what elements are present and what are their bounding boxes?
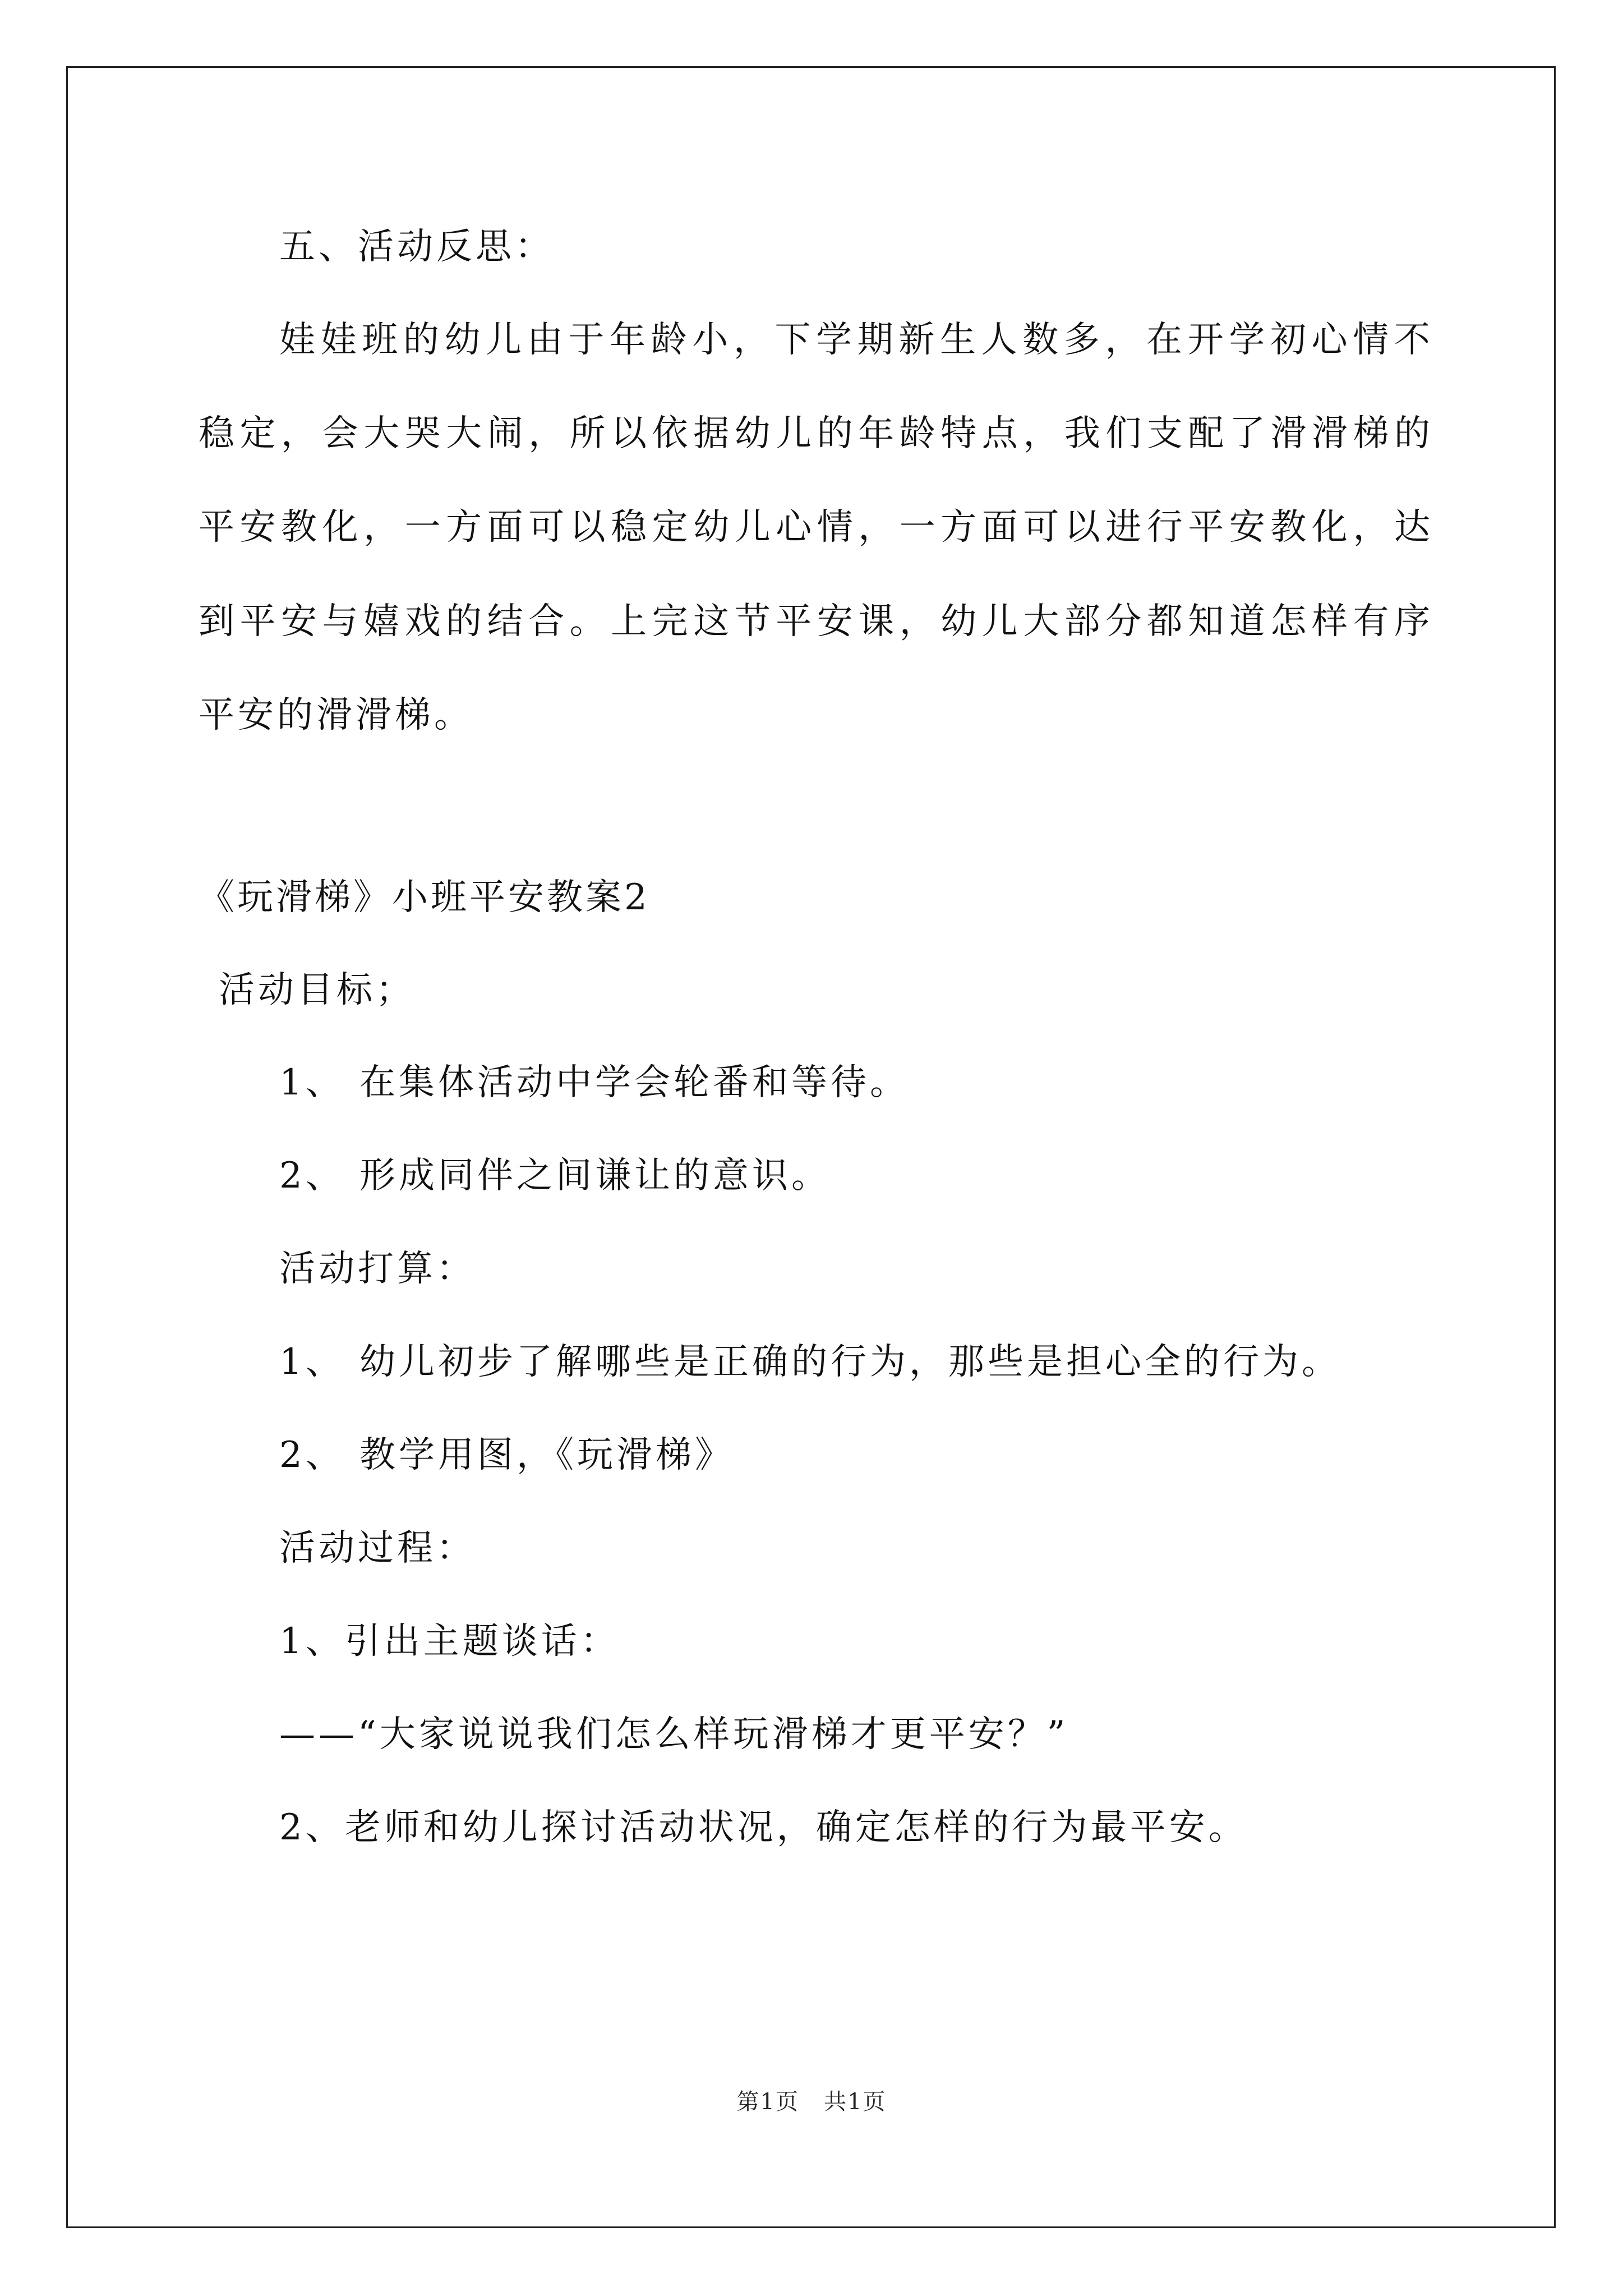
process-heading: 活动过程： <box>279 1527 476 1569</box>
prep-item-2: 2、 教学用图，《玩滑梯》 <box>279 1434 735 1476</box>
goals-heading: 活动目标； <box>219 969 415 1011</box>
prep-heading: 活动打算： <box>279 1248 476 1290</box>
paragraph-line-2: 稳 定 ， 会 大 哭 大 闹 ， 所 以 依 据 幼 儿 的 年 龄 特 点 ， 我 们 支 配 了 滑 滑 梯 的 <box>199 413 1430 454</box>
page-border <box>66 66 1556 2228</box>
section-title: 《玩滑梯》小班平安教案2 <box>199 877 650 918</box>
page-footer <box>0 2091 1623 2113</box>
paragraph-line-1: 娃 娃 班 的 幼 儿 由 于 年 龄 小 ， 下 学 期 新 生 人 数 多 ， 在 开 学 初 心 情 不 <box>279 319 1430 361</box>
goal-item-1: 1、 在集体活动中学会轮番和等待。 <box>279 1062 910 1103</box>
prep-item-1: 1、 幼儿初步了解哪些是正确的行为，那些是担心全的行为。 <box>279 1341 1341 1383</box>
paragraph-line-4: 到 平 安 与 嬉 戏 的 结 合 。 上 完 这 节 平 安 课 ， 幼 儿 大 部 分 都 知 道 怎 样 有 序 <box>199 601 1430 642</box>
reflection-heading: 五、活动反思： <box>279 226 554 268</box>
process-step-1: 1、引出主题谈话： <box>279 1621 620 1662</box>
paragraph-line-3: 平 安 教 化 ， 一 方 面 可 以 稳 定 幼 儿 心 情 ， 一 方 面 可 以 进 行 平 安 教 化 ， 达 <box>199 507 1430 548</box>
page-number: 第1页 <box>736 2089 799 2115</box>
paragraph-line-5: 平安的滑滑梯。 <box>199 694 473 736</box>
process-quote: ——“大家说说我们怎么样玩滑梯才更平安？” <box>279 1714 1069 1755</box>
goal-item-2: 2、 形成同伴之间谦让的意识。 <box>279 1155 831 1197</box>
process-step-2: 2、老师和幼儿探讨活动状况，确定怎样的行为最平安。 <box>279 1807 1248 1848</box>
page-total: 共1页 <box>824 2089 887 2115</box>
